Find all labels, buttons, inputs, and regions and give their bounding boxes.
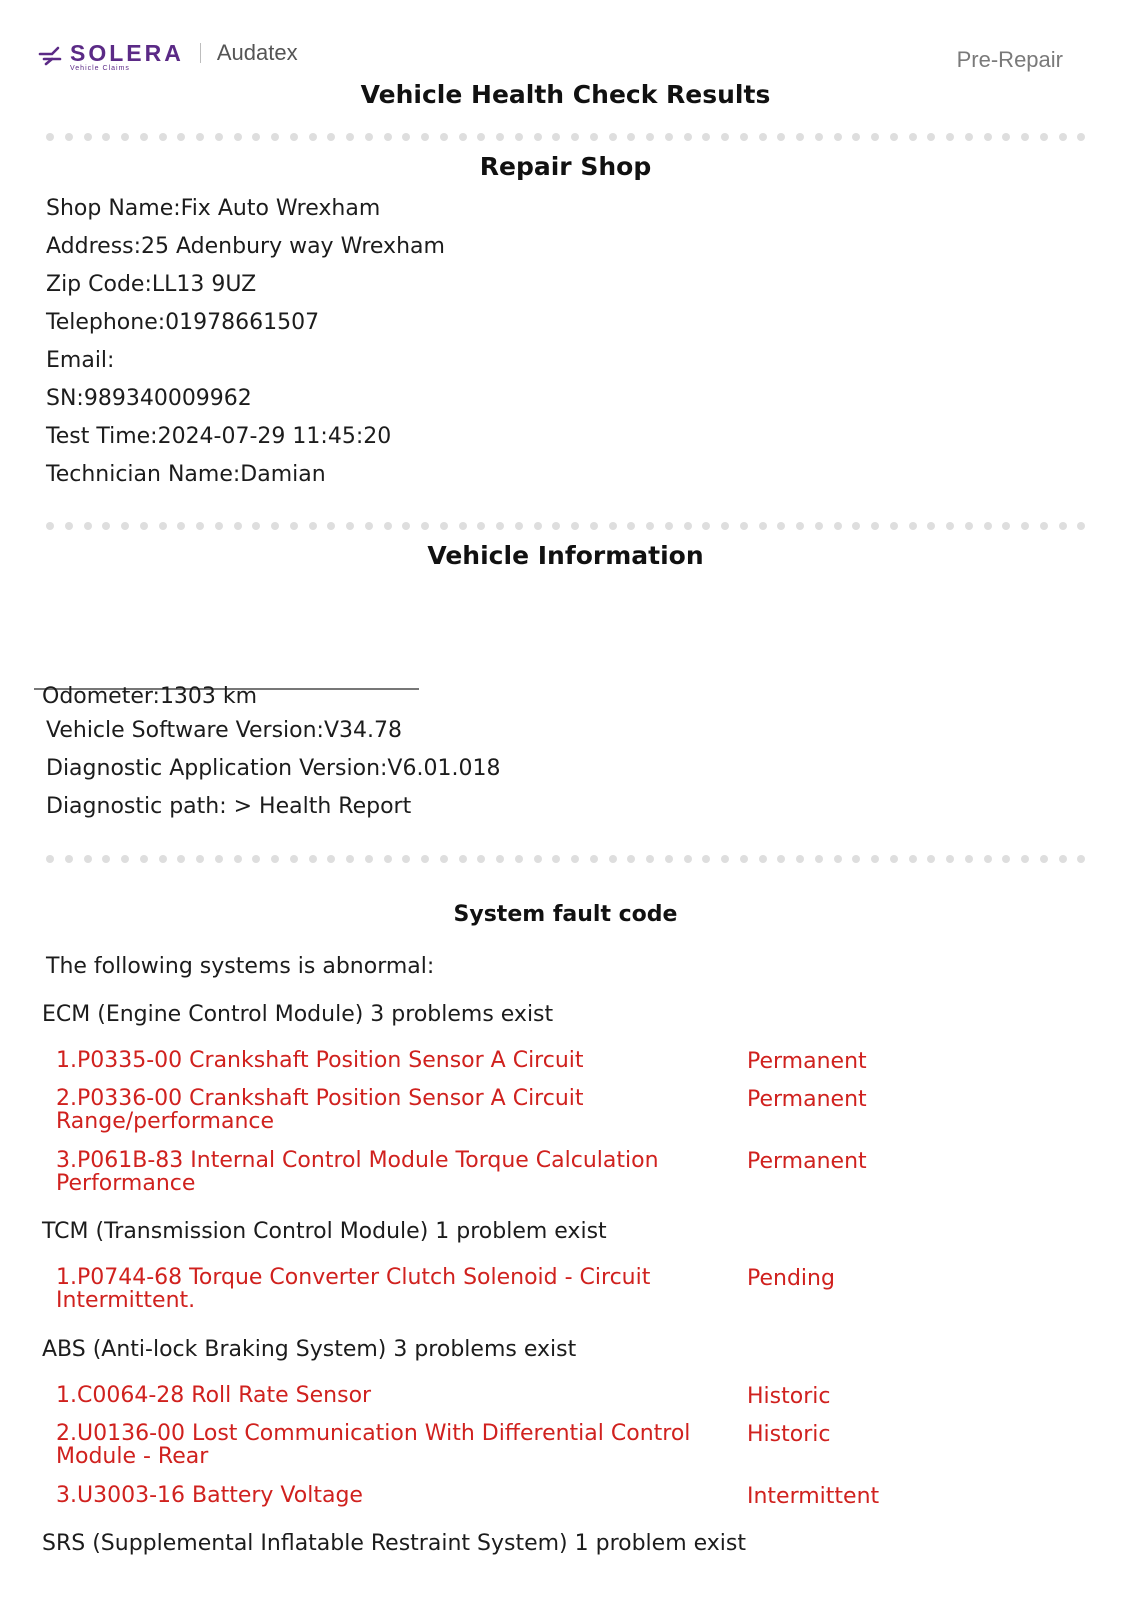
repair-shop-heading: Repair Shop (479, 152, 652, 181)
divider-dot (496, 133, 504, 141)
divider-dot (102, 133, 110, 141)
fault-status: Historic (747, 1422, 831, 1447)
divider-dot (684, 522, 692, 530)
fault-status: Permanent (747, 1149, 867, 1174)
divider-dot (946, 522, 954, 530)
divider-dot (234, 133, 242, 141)
divider-dot (909, 133, 917, 141)
divider-dot (496, 522, 504, 530)
divider-dot (290, 855, 298, 863)
divider-dot (590, 855, 598, 863)
divider-dot (646, 133, 654, 141)
divider-dot (402, 855, 410, 863)
divider-dot (852, 855, 860, 863)
divider-dot (515, 522, 523, 530)
shop-info-line: SN:989340009962 (46, 386, 252, 411)
divider-dot (234, 855, 242, 863)
shop-info-line: Test Time:2024-07-29 11:45:20 (46, 424, 392, 449)
divider-dot (815, 133, 823, 141)
divider-dot (290, 133, 298, 141)
divider-dot (196, 855, 204, 863)
divider-dot (1077, 522, 1085, 530)
divider-dot (252, 133, 260, 141)
divider-dot (796, 522, 804, 530)
divider-dot (84, 522, 92, 530)
divider-dot (477, 133, 485, 141)
divider-dot (590, 133, 598, 141)
divider-dot (665, 133, 673, 141)
divider-dot (327, 855, 335, 863)
divider-dot (177, 522, 185, 530)
divider-dot (627, 522, 635, 530)
dotted-divider (46, 855, 1086, 865)
solera-mark-icon (38, 46, 66, 66)
divider-dot (459, 855, 467, 863)
divider-dot (440, 133, 448, 141)
fault-status: Historic (747, 1384, 831, 1409)
divider-dot (271, 855, 279, 863)
divider-dot (571, 522, 579, 530)
divider-dot (384, 522, 392, 530)
divider-dot (496, 855, 504, 863)
vehicle-info-line: Vehicle Software Version:V34.78 (46, 718, 402, 743)
divider-dot (1040, 522, 1048, 530)
divider-dot (290, 522, 298, 530)
divider-dot (646, 855, 654, 863)
divider-dot (552, 522, 560, 530)
brand-subtitle: Vehicle Claims (70, 65, 130, 72)
divider-dot (1021, 522, 1029, 530)
divider-dot (684, 855, 692, 863)
shop-info-line: Email: (46, 348, 115, 373)
divider-dot (421, 133, 429, 141)
divider-dot (440, 855, 448, 863)
fault-code-item: 3.U3003-16 Battery Voltage (56, 1483, 363, 1508)
divider-dot (796, 133, 804, 141)
divider-dot (252, 855, 260, 863)
divider-dot (402, 522, 410, 530)
divider-dot (440, 522, 448, 530)
vehicle-info-line: Diagnostic Application Version:V6.01.018 (46, 756, 501, 781)
divider-dot (571, 133, 579, 141)
divider-dot (234, 522, 242, 530)
divider-dot (1077, 855, 1085, 863)
divider-dot (140, 522, 148, 530)
divider-dot (102, 522, 110, 530)
shop-info-line: Telephone:01978661507 (46, 310, 320, 335)
divider-dot (1059, 522, 1067, 530)
divider-dot (46, 133, 54, 141)
divider-dot (46, 855, 54, 863)
divider-dot (65, 133, 73, 141)
divider-dot (1059, 855, 1067, 863)
divider-dot (702, 133, 710, 141)
divider-dot (721, 133, 729, 141)
fault-status: Permanent (747, 1087, 867, 1112)
divider-dot (402, 133, 410, 141)
divider-dot (177, 855, 185, 863)
divider-dot (196, 133, 204, 141)
divider-dot (721, 522, 729, 530)
fault-code-item: 1.C0064-28 Roll Rate Sensor (56, 1383, 372, 1408)
divider-dot (552, 133, 560, 141)
vehicle-info-line: Diagnostic path: > Health Report (46, 794, 412, 819)
divider-dot (571, 855, 579, 863)
divider-dot (759, 522, 767, 530)
divider-dot (984, 133, 992, 141)
divider-dot (609, 133, 617, 141)
divider-dot (1040, 855, 1048, 863)
divider-dot (721, 855, 729, 863)
divider-dot (946, 855, 954, 863)
divider-dot (309, 855, 317, 863)
divider-dot (1021, 133, 1029, 141)
divider-dot (271, 522, 279, 530)
divider-dot (609, 522, 617, 530)
divider-dot (215, 855, 223, 863)
divider-dot (909, 855, 917, 863)
divider-dot (384, 855, 392, 863)
brand-name: SOLERA (70, 40, 184, 66)
divider-dot (140, 133, 148, 141)
divider-dot (815, 522, 823, 530)
report-tag: Pre-Repair (956, 47, 1063, 72)
divider-dot (1040, 133, 1048, 141)
partner-name: Audatex (216, 40, 298, 65)
shop-info-line: Address:25 Adenbury way Wrexham (46, 234, 445, 259)
divider-dot (309, 133, 317, 141)
vehicle-info-line: Odometer:1303 km (42, 684, 258, 709)
fault-code-item: 1.P0744-68 Torque Converter Clutch Solenoid - Circuit Intermittent. (56, 1265, 651, 1313)
divider-dot (1021, 855, 1029, 863)
divider-dot (834, 522, 842, 530)
divider-dot (252, 522, 260, 530)
divider-dot (121, 855, 129, 863)
divider-dot (159, 133, 167, 141)
divider-dot (159, 522, 167, 530)
divider-dot (665, 855, 673, 863)
divider-dot (852, 133, 860, 141)
divider-dot (534, 855, 542, 863)
divider-dot (740, 855, 748, 863)
divider-dot (459, 522, 467, 530)
divider-dot (365, 522, 373, 530)
divider-dot (759, 133, 767, 141)
divider-dot (102, 855, 110, 863)
divider-dot (215, 133, 223, 141)
divider-dot (534, 522, 542, 530)
divider-dot (984, 522, 992, 530)
divider-dot (702, 522, 710, 530)
divider-dot (327, 133, 335, 141)
divider-dot (309, 522, 317, 530)
fault-code-item: 1.P0335-00 Crankshaft Position Sensor A Circuit (56, 1048, 584, 1073)
divider-dot (609, 855, 617, 863)
fault-status: Pending (747, 1266, 835, 1291)
divider-dot (777, 522, 785, 530)
fault-code-heading: System fault code (453, 902, 678, 927)
divider-dot (121, 133, 129, 141)
divider-dot (477, 855, 485, 863)
divider-dot (327, 522, 335, 530)
divider-dot (1002, 133, 1010, 141)
divider-dot (65, 522, 73, 530)
divider-dot (271, 133, 279, 141)
divider-dot (909, 522, 917, 530)
divider-dot (590, 522, 598, 530)
divider-dot (1002, 855, 1010, 863)
divider-dot (421, 855, 429, 863)
divider-dot (759, 855, 767, 863)
divider-dot (346, 522, 354, 530)
vehicle-info-heading: Vehicle Information (427, 541, 704, 570)
divider-dot (1002, 522, 1010, 530)
divider-dot (984, 855, 992, 863)
divider-dot (834, 133, 842, 141)
system-title: SRS (Supplemental Inflatable Restraint System) 1 problem exist (42, 1531, 746, 1556)
divider-dot (177, 133, 185, 141)
dotted-divider (46, 133, 1086, 143)
system-title: ECM (Engine Control Module) 3 problems exist (42, 1002, 554, 1027)
divider-dot (346, 855, 354, 863)
divider-dot (477, 522, 485, 530)
page-title: Vehicle Health Check Results (360, 80, 771, 109)
divider-dot (965, 133, 973, 141)
divider-dot (702, 855, 710, 863)
divider-dot (534, 133, 542, 141)
divider-dot (927, 522, 935, 530)
divider-dot (777, 133, 785, 141)
solera-logo (38, 38, 298, 74)
shop-info-line: Technician Name:Damian (46, 462, 326, 487)
divider-dot (646, 522, 654, 530)
divider-dot (84, 133, 92, 141)
divider-dot (515, 133, 523, 141)
logo-divider (200, 43, 201, 63)
divider-dot (1077, 133, 1085, 141)
divider-dot (46, 522, 54, 530)
divider-dot (890, 855, 898, 863)
divider-dot (965, 522, 973, 530)
fault-code-item: 2.U0136-00 Lost Communication With Differential Control Module - Rear (56, 1421, 691, 1469)
divider-dot (834, 855, 842, 863)
system-title: TCM (Transmission Control Module) 1 problem exist (42, 1219, 607, 1244)
fault-status: Intermittent (747, 1484, 880, 1509)
system-title: ABS (Anti-lock Braking System) 3 problems exist (42, 1337, 577, 1362)
divider-dot (627, 855, 635, 863)
divider-dot (777, 855, 785, 863)
fault-intro: The following systems is abnormal: (46, 954, 435, 979)
divider-dot (740, 133, 748, 141)
divider-dot (927, 855, 935, 863)
divider-dot (65, 855, 73, 863)
divider-dot (421, 522, 429, 530)
divider-dot (852, 522, 860, 530)
divider-dot (871, 133, 879, 141)
shop-info-line: Zip Code:LL13 9UZ (46, 272, 257, 297)
divider-dot (927, 133, 935, 141)
divider-dot (459, 133, 467, 141)
divider-dot (140, 855, 148, 863)
divider-dot (665, 522, 673, 530)
divider-dot (196, 522, 204, 530)
shop-info-line: Shop Name:Fix Auto Wrexham (46, 196, 381, 221)
fault-code-item: 3.P061B-83 Internal Control Module Torque Calculation Performance (56, 1148, 659, 1196)
divider-dot (121, 522, 129, 530)
divider-dot (946, 133, 954, 141)
divider-dot (796, 855, 804, 863)
divider-dot (215, 522, 223, 530)
divider-dot (890, 522, 898, 530)
dotted-divider (46, 522, 1086, 532)
divider-dot (159, 855, 167, 863)
divider-dot (627, 133, 635, 141)
divider-dot (365, 133, 373, 141)
divider-dot (384, 133, 392, 141)
divider-dot (1059, 133, 1067, 141)
divider-dot (346, 133, 354, 141)
divider-dot (84, 855, 92, 863)
divider-dot (965, 855, 973, 863)
divider-dot (684, 133, 692, 141)
fault-code-item: 2.P0336-00 Crankshaft Position Sensor A Circuit Range/performance (56, 1086, 584, 1134)
fault-status: Permanent (747, 1049, 867, 1074)
divider-dot (740, 522, 748, 530)
divider-dot (890, 133, 898, 141)
divider-dot (815, 855, 823, 863)
divider-dot (552, 855, 560, 863)
divider-dot (515, 855, 523, 863)
divider-dot (871, 855, 879, 863)
divider-dot (365, 855, 373, 863)
divider-dot (871, 522, 879, 530)
